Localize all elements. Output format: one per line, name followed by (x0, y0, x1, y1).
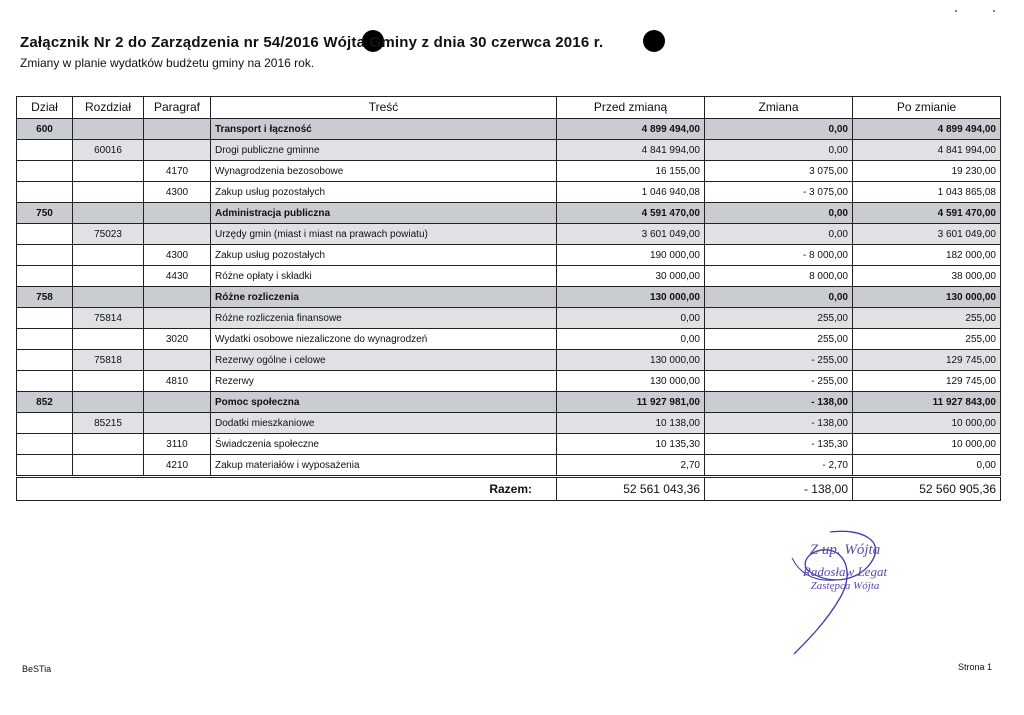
footer-page-number: Strona 1 (957, 662, 992, 672)
col-header-przed: Przed zmianą (557, 97, 705, 119)
cell-tresc: Pomoc społeczna (211, 392, 557, 413)
cell-przed: 10 135,30 (557, 434, 705, 455)
cell-przed: 4 591 470,00 (557, 203, 705, 224)
table-body (17, 119, 1001, 476)
footer-software-name: BeSTia (22, 664, 52, 674)
cell-rozdzial (73, 161, 144, 182)
total-row (17, 478, 1001, 501)
cell-po: 38 000,00 (853, 266, 1001, 287)
cell-rozdzial: 75814 (73, 308, 144, 329)
cell-po: 10 000,00 (853, 434, 1001, 455)
cell-rozdzial (73, 434, 144, 455)
cell-po: 4 841 994,00 (853, 140, 1001, 161)
cell-dzial (17, 329, 73, 350)
cell-zmiana: - 8 000,00 (705, 245, 853, 266)
cell-przed: 2,70 (557, 455, 705, 476)
cell-dzial: 852 (17, 392, 73, 413)
cell-tresc: Świadczenia społeczne (211, 434, 557, 455)
cell-dzial (17, 245, 73, 266)
cell-tresc: Zakup usług pozostałych (211, 182, 557, 203)
cell-zmiana: 255,00 (705, 329, 853, 350)
table-row (17, 413, 1001, 434)
cell-paragraf: 4210 (144, 455, 211, 476)
cell-dzial (17, 350, 73, 371)
cell-paragraf (144, 287, 211, 308)
cell-dzial (17, 455, 73, 476)
budget-changes-table (16, 96, 1001, 476)
total-po: 52 560 905,36 (853, 478, 1001, 501)
cell-paragraf: 3020 (144, 329, 211, 350)
table-row (17, 182, 1001, 203)
cell-po: 182 000,00 (853, 245, 1001, 266)
table-row (17, 224, 1001, 245)
cell-tresc: Urzędy gmin (miast i miast na prawach powiatu) (211, 224, 557, 245)
cell-dzial: 758 (17, 287, 73, 308)
cell-paragraf (144, 140, 211, 161)
cell-zmiana: 8 000,00 (705, 266, 853, 287)
official-stamp (760, 528, 930, 668)
cell-zmiana: - 2,70 (705, 455, 853, 476)
cell-paragraf: 4810 (144, 371, 211, 392)
cell-rozdzial: 85215 (73, 413, 144, 434)
cell-po: 19 230,00 (853, 161, 1001, 182)
table-header-row (17, 97, 1001, 119)
cell-paragraf (144, 119, 211, 140)
cell-po: 129 745,00 (853, 371, 1001, 392)
cell-przed: 11 927 981,00 (557, 392, 705, 413)
total-label: Razem: (17, 478, 557, 501)
document-subtitle: Zmiany w planie wydatków budżetu gminy na 2016 rok. (20, 56, 315, 70)
cell-tresc: Rezerwy (211, 371, 557, 392)
total-zmiana: - 138,00 (705, 478, 853, 501)
table-row (17, 434, 1001, 455)
cell-rozdzial (73, 266, 144, 287)
table-row (17, 140, 1001, 161)
punch-hole-dot (643, 30, 665, 52)
cell-rozdzial: 60016 (73, 140, 144, 161)
cell-po: 255,00 (853, 308, 1001, 329)
cell-zmiana: 0,00 (705, 119, 853, 140)
cell-tresc: Administracja publiczna (211, 203, 557, 224)
cell-dzial (17, 182, 73, 203)
cell-tresc: Dodatki mieszkaniowe (211, 413, 557, 434)
col-header-zmiana: Zmiana (705, 97, 853, 119)
table-row (17, 287, 1001, 308)
cell-po: 11 927 843,00 (853, 392, 1001, 413)
cell-dzial (17, 371, 73, 392)
cell-rozdzial (73, 455, 144, 476)
cell-zmiana: - 135,30 (705, 434, 853, 455)
cell-przed: 190 000,00 (557, 245, 705, 266)
table-row (17, 203, 1001, 224)
cell-zmiana: - 138,00 (705, 392, 853, 413)
col-header-paragraf: Paragraf (144, 97, 211, 119)
col-header-po: Po zmianie (853, 97, 1001, 119)
cell-przed: 4 841 994,00 (557, 140, 705, 161)
scan-speck (955, 10, 957, 12)
cell-paragraf (144, 350, 211, 371)
cell-tresc: Wynagrodzenia bezosobowe (211, 161, 557, 182)
cell-przed: 0,00 (557, 329, 705, 350)
col-header-rozdzial: Rozdział (73, 97, 144, 119)
cell-zmiana: - 3 075,00 (705, 182, 853, 203)
cell-przed: 0,00 (557, 308, 705, 329)
table-row (17, 350, 1001, 371)
cell-rozdzial (73, 182, 144, 203)
table-row (17, 161, 1001, 182)
cell-przed: 1 046 940,08 (557, 182, 705, 203)
cell-zmiana: 0,00 (705, 287, 853, 308)
cell-po: 129 745,00 (853, 350, 1001, 371)
cell-przed: 130 000,00 (557, 350, 705, 371)
cell-po: 255,00 (853, 329, 1001, 350)
cell-rozdzial: 75023 (73, 224, 144, 245)
cell-przed: 4 899 494,00 (557, 119, 705, 140)
cell-dzial (17, 434, 73, 455)
cell-paragraf (144, 203, 211, 224)
scan-speck (993, 10, 995, 12)
cell-tresc: Drogi publiczne gminne (211, 140, 557, 161)
cell-tresc: Różne rozliczenia (211, 287, 557, 308)
cell-zmiana: - 138,00 (705, 413, 853, 434)
cell-przed: 10 138,00 (557, 413, 705, 434)
cell-tresc: Rezerwy ogólne i celowe (211, 350, 557, 371)
cell-przed: 130 000,00 (557, 371, 705, 392)
table-row (17, 329, 1001, 350)
cell-dzial (17, 308, 73, 329)
table-row (17, 266, 1001, 287)
cell-zmiana: - 255,00 (705, 350, 853, 371)
cell-przed: 3 601 049,00 (557, 224, 705, 245)
cell-po: 10 000,00 (853, 413, 1001, 434)
cell-zmiana: - 255,00 (705, 371, 853, 392)
stamp-line-3: Zastępca Wójta (810, 580, 880, 592)
cell-zmiana: 255,00 (705, 308, 853, 329)
cell-tresc: Zakup usług pozostałych (211, 245, 557, 266)
total-przed: 52 561 043,36 (557, 478, 705, 501)
table-row (17, 371, 1001, 392)
cell-rozdzial (73, 245, 144, 266)
cell-po: 130 000,00 (853, 287, 1001, 308)
cell-przed: 30 000,00 (557, 266, 705, 287)
cell-paragraf: 3110 (144, 434, 211, 455)
table-row (17, 308, 1001, 329)
cell-zmiana: 0,00 (705, 140, 853, 161)
cell-dzial: 600 (17, 119, 73, 140)
cell-tresc: Różne opłaty i składki (211, 266, 557, 287)
cell-dzial (17, 413, 73, 434)
cell-paragraf (144, 308, 211, 329)
table-row (17, 119, 1001, 140)
cell-paragraf (144, 392, 211, 413)
cell-rozdzial: 75818 (73, 350, 144, 371)
cell-dzial: 750 (17, 203, 73, 224)
cell-zmiana: 0,00 (705, 203, 853, 224)
cell-zmiana: 0,00 (705, 224, 853, 245)
cell-rozdzial (73, 329, 144, 350)
cell-dzial (17, 266, 73, 287)
document-title: Załącznik Nr 2 do Zarządzenia nr 54/2016 Wójta Gminy z dnia 30 czerwca 2016 r. (20, 34, 604, 51)
stamp-line-1: Z up. Wójta (809, 542, 881, 558)
cell-paragraf: 4300 (144, 245, 211, 266)
cell-dzial (17, 161, 73, 182)
table-row (17, 455, 1001, 476)
col-header-tresc: Treść (211, 97, 557, 119)
cell-rozdzial (73, 203, 144, 224)
total-table (16, 477, 1001, 501)
cell-rozdzial (73, 287, 144, 308)
cell-po: 4 591 470,00 (853, 203, 1001, 224)
stamp-line-2: Radosław Legat (802, 564, 888, 579)
cell-paragraf (144, 224, 211, 245)
cell-po: 4 899 494,00 (853, 119, 1001, 140)
cell-rozdzial (73, 119, 144, 140)
cell-po: 0,00 (853, 455, 1001, 476)
cell-paragraf: 4300 (144, 182, 211, 203)
cell-rozdzial (73, 392, 144, 413)
col-header-dzial: Dział (17, 97, 73, 119)
cell-tresc: Wydatki osobowe niezaliczone do wynagrodzeń (211, 329, 557, 350)
cell-tresc: Transport i łączność (211, 119, 557, 140)
cell-przed: 16 155,00 (557, 161, 705, 182)
cell-dzial (17, 140, 73, 161)
cell-przed: 130 000,00 (557, 287, 705, 308)
cell-zmiana: 3 075,00 (705, 161, 853, 182)
cell-po: 3 601 049,00 (853, 224, 1001, 245)
cell-paragraf: 4170 (144, 161, 211, 182)
table-row (17, 245, 1001, 266)
cell-rozdzial (73, 371, 144, 392)
cell-tresc: Zakup materiałów i wyposażenia (211, 455, 557, 476)
cell-tresc: Różne rozliczenia finansowe (211, 308, 557, 329)
cell-paragraf: 4430 (144, 266, 211, 287)
table-row (17, 392, 1001, 413)
cell-dzial (17, 224, 73, 245)
cell-po: 1 043 865,08 (853, 182, 1001, 203)
cell-paragraf (144, 413, 211, 434)
